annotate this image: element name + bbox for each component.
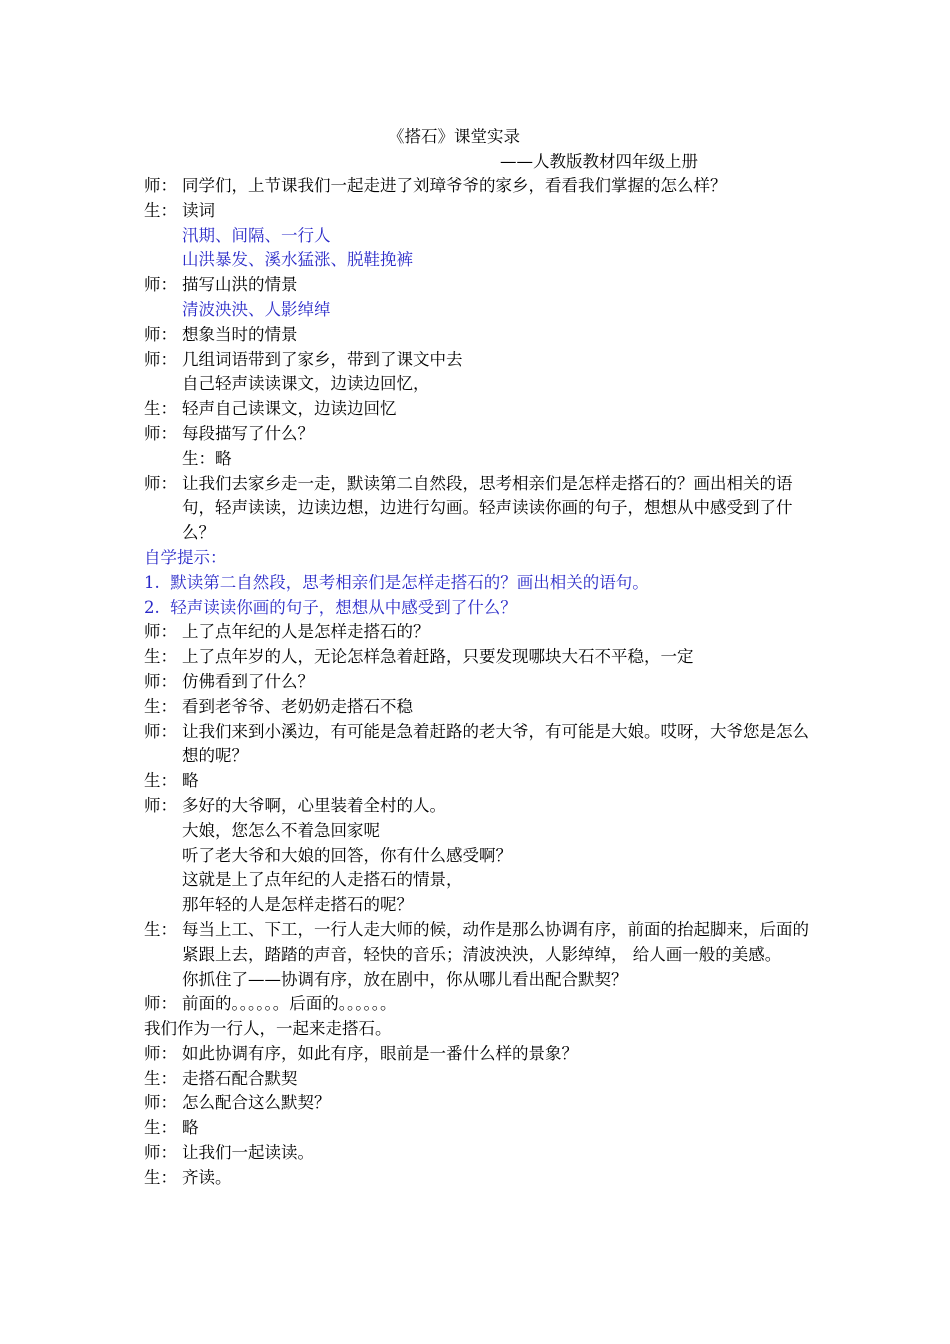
line-text: 每段描写了什么？ [182, 423, 314, 443]
speaker-label: 生： [144, 399, 177, 419]
transcript-line [144, 1017, 814, 1042]
line-text: 如此协调有序，如此有序，眼前是一番什么样的景象？ [182, 1043, 578, 1063]
speaker-label: 生： [144, 200, 177, 220]
line-text: 听了老大爷和大娘的回答，你有什么感受啊？ [182, 845, 512, 865]
line-text: 让我们去家乡走一走，默读第二自然段，思考相亲们是怎样走搭石的？画出相关的语句，轻声读读，边读边想，边进行勾画。轻声读读你画的句子，想想从中感受到了什么？ [182, 473, 793, 543]
line-text: 自己轻声读读课文，边读边回忆， [182, 374, 430, 394]
transcript-line [144, 1116, 814, 1141]
transcript-line [144, 1042, 814, 1067]
speaker-label: 师： [144, 994, 177, 1014]
transcript-line [144, 199, 814, 224]
line-text: 2. 轻声读读你画的句子，想想从中感受到了什么？ [144, 597, 517, 617]
transcript-line [144, 1091, 814, 1116]
line-text: 读词 [182, 200, 215, 220]
line-text: 描写山洪的情景 [182, 275, 298, 295]
transcript-line [144, 273, 814, 298]
speaker-label: 师： [144, 275, 177, 295]
transcript-line [144, 720, 814, 770]
transcript-line [144, 695, 814, 720]
transcript-line [144, 868, 814, 893]
speaker-label: 师： [144, 795, 177, 815]
line-text: 同学们，上节课我们一起走进了刘璋爷爷的家乡，看看我们掌握的怎么样？ [182, 176, 727, 195]
speaker-label: 师： [144, 473, 177, 493]
line-text: 齐读。 [182, 1167, 232, 1187]
transcript-line [144, 571, 814, 596]
transcript-line [144, 844, 814, 869]
line-text: 大娘，您怎么不着急回家呢 [182, 820, 380, 840]
line-text: 让我们来到小溪边，有可能是急着赶路的老大爷，有可能是大娘。哎呀，大爷您是怎么想的呢？ [182, 721, 809, 766]
transcript-line [144, 1067, 814, 1092]
line-text: 几组词语带到了家乡，带到了课文中去 [182, 349, 463, 369]
transcript-line [144, 397, 814, 422]
line-text: 仿佛看到了什么？ [182, 671, 314, 691]
transcript-line [144, 794, 814, 819]
transcript-line [144, 472, 814, 546]
speaker-label: 师： [144, 1143, 177, 1163]
transcript-line [144, 1166, 814, 1191]
speaker-label: 师： [144, 1043, 177, 1063]
transcript-line [144, 298, 814, 323]
transcript-line [144, 372, 814, 397]
line-text: 轻声自己读课文，边读边回忆 [182, 399, 397, 419]
document-title: 《搭石》课堂实录 [388, 127, 520, 146]
transcript-line [144, 323, 814, 348]
transcript-line [144, 422, 814, 447]
speaker-label: 师： [144, 176, 177, 195]
speaker-label: 生： [144, 771, 177, 791]
line-text: 汛期、间隔、一行人 [182, 225, 331, 245]
transcript-line [144, 819, 814, 844]
speaker-label: 师： [144, 423, 177, 443]
line-text: 你抓住了——协调有序，放在剧中，你从哪儿看出配合默契？ [182, 969, 628, 989]
line-text: 略 [182, 1118, 199, 1138]
transcript-line [144, 893, 814, 918]
transcript-line [144, 546, 814, 571]
speaker-label: 师： [144, 1093, 177, 1113]
transcript-line [144, 1141, 814, 1166]
transcript-line [144, 992, 814, 1017]
speaker-label: 师： [144, 721, 177, 741]
transcript-line [144, 596, 814, 621]
line-text: 上了点年岁的人，无论怎样急着赶路，只要发现哪块大石不平稳，一定 [182, 647, 694, 667]
transcript-line [144, 348, 814, 373]
speaker-label: 生： [144, 696, 177, 716]
line-text: 山洪暴发、溪水猛涨、脱鞋挽裤 [182, 250, 413, 270]
speaker-label: 生： [144, 919, 177, 939]
transcript-line [144, 968, 814, 993]
line-text: 每当上工、下工，一行人走大师的候，动作是那么协调有序，前面的抬起脚来，后面的紧跟上去，踏踏的声音，轻快的音乐；清波泱泱，人影绰绰， 给人画一般的美感。 [182, 919, 809, 964]
line-text: 这就是上了点年纪的人走搭石的情景， [182, 870, 463, 890]
line-text: 生：略 [182, 448, 232, 468]
transcript-line [144, 645, 814, 670]
line-text: 略 [182, 771, 199, 791]
transcript-line [144, 769, 814, 794]
line-text: 1. 默读第二自然段，思考相亲们是怎样走搭石的？画出相关的语句。 [144, 572, 649, 592]
line-text: 清波泱泱、人影绰绰 [182, 299, 331, 319]
transcript-line [144, 224, 814, 249]
transcript-line [144, 670, 814, 695]
line-text: 那年轻的人是怎样走搭石的呢？ [182, 895, 413, 915]
speaker-label: 师： [144, 324, 177, 344]
line-text: 看到老爷爷、老奶奶走搭石不稳 [182, 696, 413, 716]
speaker-label: 生： [144, 647, 177, 667]
speaker-label: 师： [144, 622, 177, 642]
line-text: 多好的大爷啊，心里装着全村的人。 [182, 795, 446, 815]
document-subtitle: ——人教版教材四年级上册 [500, 152, 698, 171]
transcript-line [144, 447, 814, 472]
line-text: 上了点年纪的人是怎样走搭石的？ [182, 622, 430, 642]
line-text: 走搭石配合默契 [182, 1068, 298, 1088]
transcript-line [144, 248, 814, 273]
line-text: 我们作为一行人，一起来走搭石。 [144, 1019, 392, 1039]
transcript-line [144, 174, 814, 199]
speaker-label: 生： [144, 1167, 177, 1187]
transcript-line [144, 918, 814, 968]
line-text: 自学提示： [144, 547, 227, 567]
speaker-label: 师： [144, 671, 177, 691]
line-text: 怎么配合这么默契？ [182, 1093, 331, 1113]
transcript-line [144, 620, 814, 645]
speaker-label: 师： [144, 349, 177, 369]
speaker-label: 生： [144, 1068, 177, 1088]
line-text: 前面的。。。。。。后面的。。。。。。 [182, 994, 397, 1014]
speaker-label: 生： [144, 1118, 177, 1138]
transcript-body [144, 174, 814, 1191]
line-text: 想象当时的情景 [182, 324, 298, 344]
line-text: 让我们一起读读。 [182, 1143, 314, 1163]
